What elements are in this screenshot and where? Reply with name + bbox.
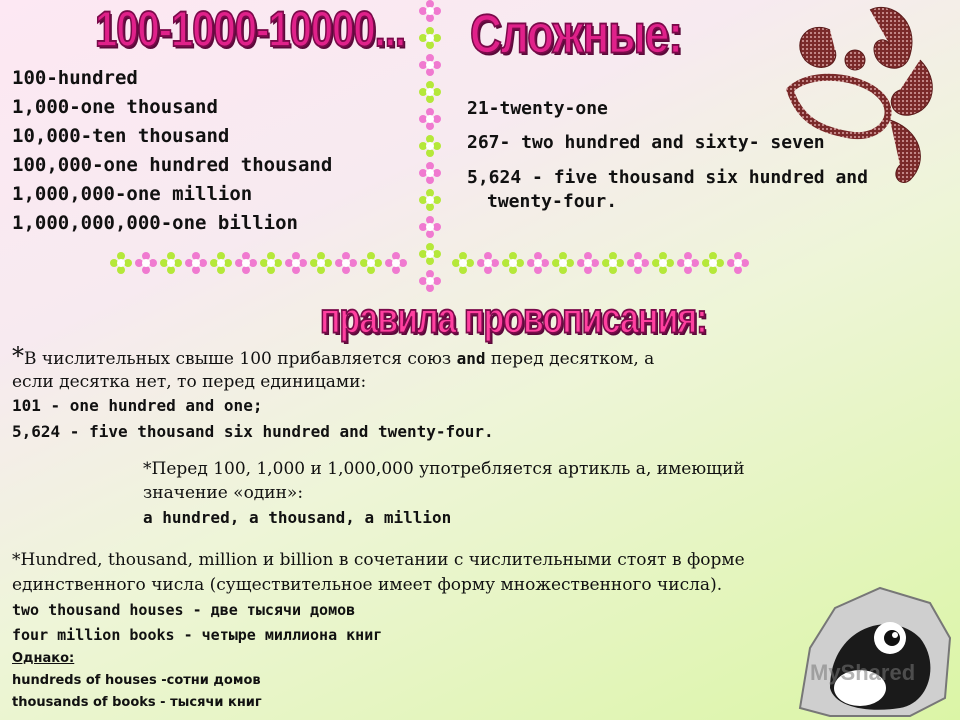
list-item: 5,624 - five thousand six hundred and (467, 167, 868, 188)
however-label: Однако: (12, 651, 75, 666)
flower-icon (502, 252, 524, 274)
flower-icon (419, 270, 441, 292)
flower-icon (335, 252, 357, 274)
rule-3 (12, 548, 912, 714)
flower-icon (285, 252, 307, 274)
flower-icon (602, 252, 624, 274)
example: 101 - one hundred and one; (12, 396, 263, 415)
example: 5,624 - five thousand six hundred and twenty-four. (12, 422, 494, 441)
example: four million books - четыре миллиона книг (12, 626, 383, 644)
flower-icon (677, 252, 699, 274)
rule-text: *Перед 100, 1,000 и 1,000,000 употребляется артикль а, имеющий (143, 459, 745, 479)
flower-icon (310, 252, 332, 274)
flower-icon (452, 252, 474, 274)
rule-text: если десятка нет, то перед единицами: (12, 372, 367, 392)
flower-icon (419, 27, 441, 49)
complex-list (467, 92, 937, 214)
rule-1 (12, 344, 812, 445)
example: thousands of books - тысячи книг (12, 695, 262, 710)
flower-icon (135, 252, 157, 274)
list-item: 10,000-ten thousand (12, 125, 230, 147)
flower-icon (419, 108, 441, 130)
rule-text: единственного числа (существительное имеет форму множественного числа). (12, 575, 723, 595)
flower-icon (477, 252, 499, 274)
flower-icon (552, 252, 574, 274)
rules-title: правила провописания: (320, 295, 707, 343)
rule-text: значение «один»: (143, 483, 304, 503)
example: a hundred, a thousand, a million (143, 508, 452, 527)
flower-icon (235, 252, 257, 274)
flower-icon (419, 135, 441, 157)
flower-icon (527, 252, 549, 274)
flower-icon (652, 252, 674, 274)
rule-text: В числительных свыше 100 прибавляется союз (24, 349, 457, 369)
flower-icon (702, 252, 724, 274)
list-item: twenty-four. (487, 191, 618, 212)
and-keyword: and (456, 349, 486, 368)
example: two thousand houses - две тысячи домов (12, 601, 356, 619)
flower-icon (419, 81, 441, 103)
list-item: 100,000-one hundred thousand (12, 154, 333, 176)
example: hundreds of houses -сотни домов (12, 673, 261, 688)
watermark: MyShared (810, 660, 916, 685)
list-item: 1,000-one thousand (12, 96, 218, 118)
peeking-creature-icon (790, 578, 955, 718)
list-item: 1,000,000-one million (12, 183, 253, 205)
rule-text: *Hundred, thousand, million и billion в сочетании с числительными стоят в форме (12, 550, 745, 570)
numbers-title: 100-1000-10000... (95, 2, 405, 58)
bullet-star: * (12, 342, 24, 370)
flower-icon (419, 54, 441, 76)
flower-icon (210, 252, 232, 274)
flower-icon (260, 252, 282, 274)
list-item: 267- two hundred and sixty- seven (467, 132, 825, 153)
flower-icon (419, 0, 441, 22)
flower-icon (110, 252, 132, 274)
list-item: 100-hundred (12, 67, 138, 89)
flower-icon (419, 216, 441, 238)
rule-text: перед десятком, а (485, 349, 655, 369)
list-item: 1,000,000,000-one billion (12, 212, 298, 234)
numbers-list (12, 64, 332, 238)
flower-icon (419, 162, 441, 184)
flower-icon (577, 252, 599, 274)
rule-2 (143, 457, 903, 531)
flower-icon (360, 252, 382, 274)
flower-icon (419, 189, 441, 211)
flower-icon (419, 243, 441, 265)
flower-icon (385, 252, 407, 274)
flower-icon (727, 252, 749, 274)
list-item: 21-twenty-one (467, 98, 608, 119)
flower-icon (185, 252, 207, 274)
complex-title: Сложные: (470, 3, 682, 65)
flower-icon (627, 252, 649, 274)
flower-icon (160, 252, 182, 274)
